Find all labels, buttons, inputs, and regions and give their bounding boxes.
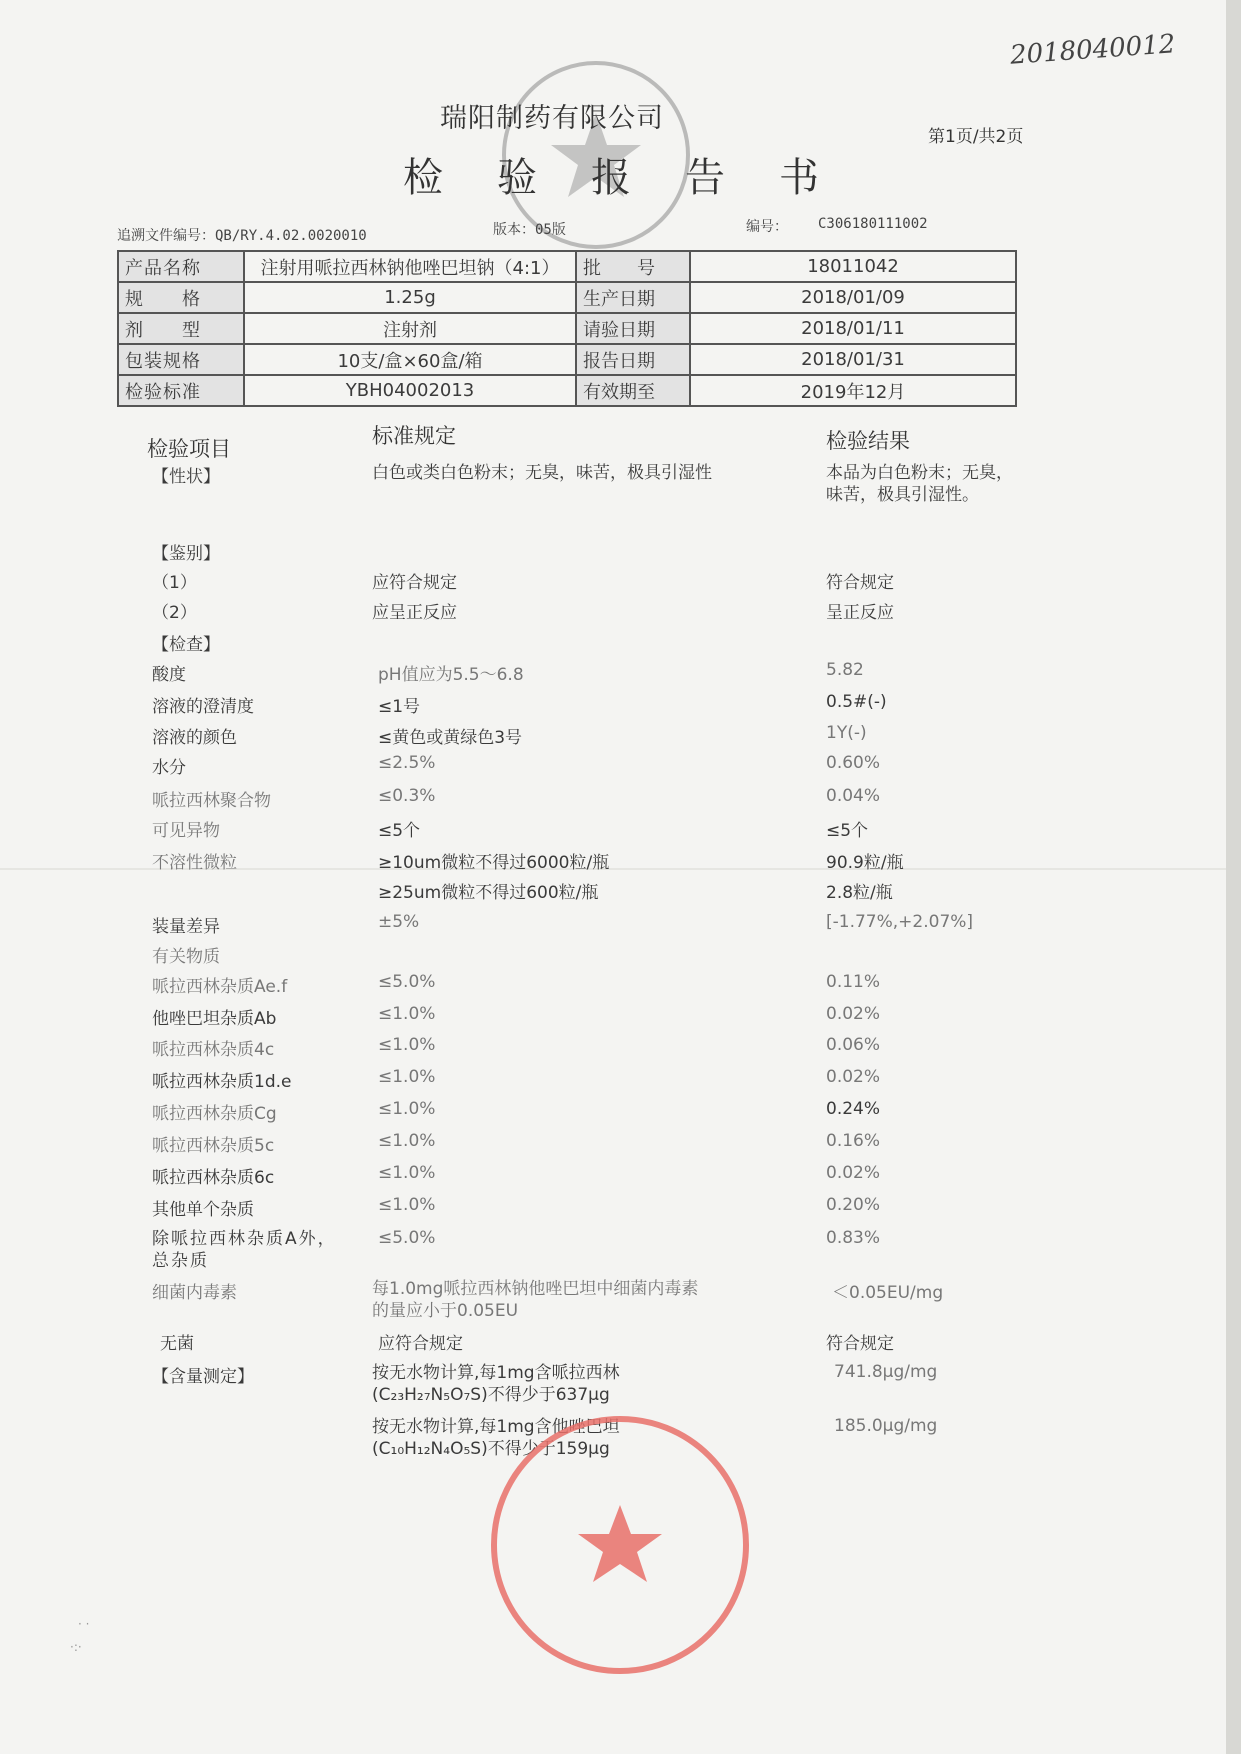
row-result: 0.83% — [826, 1228, 881, 1248]
row-item: 【性状】 — [152, 467, 220, 487]
row-result: 741.8μg/mg — [834, 1362, 938, 1382]
row-item: 其他单个杂质 — [152, 1200, 254, 1220]
spec-label: 规 格 — [118, 282, 244, 313]
row-standard: ≤1.0% — [378, 1163, 436, 1183]
row-result: 5.82 — [826, 660, 864, 680]
row-item: 酸度 — [152, 665, 186, 685]
row-item: 水分 — [152, 758, 186, 778]
row-standard: ≤1.0% — [378, 1004, 436, 1024]
result-row — [0, 972, 1226, 998]
row-standard: ≤5个 — [378, 821, 421, 841]
row-standard: 应符合规定 — [372, 573, 457, 593]
report-date-label: 报告日期 — [576, 344, 690, 375]
row-standard: ≥10um微粒不得过6000粒/瓶 — [378, 853, 610, 873]
row-result: 0.24% — [826, 1099, 881, 1119]
row-standard: ≤1.0% — [378, 1131, 436, 1151]
row-standard: 应呈正反应 — [372, 603, 457, 623]
title-char: 检 — [403, 155, 443, 201]
row-result: 1Y(-) — [826, 723, 867, 743]
row-standard: ≤0.3% — [378, 786, 436, 806]
column-header-result: 检验结果 — [826, 429, 910, 453]
report-number: C306180111002 — [818, 216, 928, 232]
result-row — [0, 878, 1226, 904]
dosage-form-label: 剂 型 — [118, 313, 244, 344]
row-result: 0.11% — [826, 972, 881, 992]
row-item: 哌拉西林杂质5c — [152, 1136, 275, 1156]
row-item: 【检查】 — [152, 635, 220, 655]
row-item: （1） — [152, 573, 197, 593]
result-row — [0, 1329, 1226, 1355]
package-spec: 10支/盒×60盒/箱 — [244, 344, 576, 375]
result-row — [0, 723, 1226, 749]
request-date-label: 请验日期 — [576, 313, 690, 344]
paper-speck: ·:· — [70, 1640, 82, 1654]
row-result: 0.04% — [826, 786, 881, 806]
row-result: 0.02% — [826, 1163, 881, 1183]
row-item: 细菌内毒素 — [152, 1283, 237, 1303]
title-char: 验 — [497, 155, 537, 201]
result-row — [0, 942, 1226, 968]
report-date: 2018/01/31 — [690, 344, 1016, 375]
row-result: 0.5#(-) — [826, 692, 887, 712]
request-date: 2018/01/11 — [690, 313, 1016, 344]
row-standard: ±5% — [378, 912, 420, 932]
row-item: 他唑巴坦杂质Ab — [152, 1009, 277, 1029]
batch-label: 批 号 — [576, 251, 690, 282]
row-result: [-1.77%,+2.07%] — [826, 912, 974, 932]
row-result: 2.8粒/瓶 — [826, 883, 893, 903]
row-standard: ≤1号 — [378, 697, 421, 717]
result-row — [0, 1131, 1226, 1157]
row-standard: ≤5.0% — [378, 972, 436, 992]
result-row — [0, 1228, 1226, 1278]
result-row — [0, 1278, 1226, 1328]
row-standard: ≤1.0% — [378, 1099, 436, 1119]
standard-label: 检验标准 — [118, 375, 244, 406]
page-indicator: 第1页/共2页 — [928, 127, 1024, 147]
row-item: 溶液的澄清度 — [152, 697, 254, 717]
title-char: 报 — [591, 155, 631, 201]
row-result: ＜0.05EU/mg — [832, 1283, 944, 1303]
row-result: ≤5个 — [826, 821, 869, 841]
row-standard: ≤2.5% — [378, 753, 436, 773]
row-standard: 按无水物计算,每1mg含哌拉西林(C₂₃H₂₇N₅O₇S)不得少于637μg — [372, 1363, 620, 1405]
row-result: 符合规定 — [826, 1334, 894, 1354]
inspection-standard: YBH04002013 — [244, 375, 576, 406]
page-edge — [1226, 0, 1241, 1754]
result-row — [0, 660, 1226, 686]
column-header-standard: 标准规定 — [372, 424, 456, 448]
production-date: 2018/01/09 — [690, 282, 1016, 313]
row-item: （2） — [152, 603, 197, 623]
company-name: 瑞阳制药有限公司 — [440, 103, 664, 134]
production-date-label: 生产日期 — [576, 282, 690, 313]
dosage-form: 注射剂 — [244, 313, 576, 344]
row-standard: ≤黄色或黄绿色3号 — [378, 728, 523, 748]
trace-doc-number: 追溯文件编号：QB/RY.4.02.0020010 — [117, 228, 367, 244]
result-row — [0, 462, 1226, 522]
result-row — [0, 1362, 1226, 1412]
row-item: 不溶性微粒 — [152, 853, 237, 873]
report-number-label: 编号： — [746, 219, 788, 235]
result-row — [0, 692, 1226, 718]
result-row — [0, 1067, 1226, 1093]
row-item: 哌拉西林杂质Cg — [152, 1104, 277, 1124]
result-row — [0, 816, 1226, 842]
product-name: 注射用哌拉西林钠他唑巴坦钠（4:1） — [244, 251, 576, 282]
handwritten-number: 2018040012 — [1009, 29, 1177, 71]
row-result: 0.02% — [826, 1004, 881, 1024]
row-result: 符合规定 — [826, 573, 894, 593]
product-name-label: 产品名称 — [118, 251, 244, 282]
row-result: 0.60% — [826, 753, 881, 773]
column-header-item: 检验项目 — [147, 437, 231, 461]
row-item: 装量差异 — [152, 917, 220, 937]
document-title — [403, 146, 873, 203]
row-standard: 白色或类白色粉末；无臭，味苦，极具引湿性 — [372, 463, 712, 483]
result-row — [0, 1004, 1226, 1030]
row-standard: ≥25um微粒不得过600粒/瓶 — [378, 883, 599, 903]
expiry-date: 2019年12月 — [690, 375, 1016, 406]
result-row — [0, 1195, 1226, 1221]
title-char: 告 — [685, 155, 725, 201]
title-char: 书 — [779, 155, 819, 201]
row-standard: ≤1.0% — [378, 1195, 436, 1215]
result-row — [0, 1099, 1226, 1125]
row-result: 185.0μg/mg — [834, 1416, 938, 1436]
result-row — [0, 912, 1226, 938]
row-standard: 每1.0mg哌拉西林钠他唑巴坦中细菌内毒素的量应小于0.05EU — [372, 1279, 699, 1321]
batch-number: 18011042 — [690, 251, 1016, 282]
result-row — [0, 630, 1226, 656]
row-item: 【鉴别】 — [152, 544, 220, 564]
product-info-table — [117, 250, 1017, 407]
row-result: 0.06% — [826, 1035, 881, 1055]
row-item: 哌拉西林杂质4c — [152, 1040, 275, 1060]
row-item: 哌拉西林杂质Ae.f — [152, 977, 288, 997]
row-item: 哌拉西林聚合物 — [152, 791, 271, 811]
row-standard: 按无水物计算,每1mg含他唑巴坦(C₁₀H₁₂N₄O₅S)不得少于159μg — [372, 1417, 620, 1459]
row-standard: ≤5.0% — [378, 1228, 436, 1248]
result-row — [0, 1163, 1226, 1189]
result-row — [0, 1035, 1226, 1061]
result-row — [0, 753, 1226, 779]
expiry-label: 有效期至 — [576, 375, 690, 406]
row-standard: 应符合规定 — [378, 1334, 463, 1354]
row-standard: ≤1.0% — [378, 1067, 436, 1087]
result-row — [0, 848, 1226, 874]
quality-management-seal — [485, 1410, 755, 1680]
package-label: 包装规格 — [118, 344, 244, 375]
row-item: 溶液的颜色 — [152, 728, 237, 748]
spec: 1.25g — [244, 282, 576, 313]
result-row — [0, 539, 1226, 565]
row-item: 【含量测定】 — [152, 1367, 254, 1387]
row-standard: ≤1.0% — [378, 1035, 436, 1055]
paper-speck: · · — [78, 1617, 90, 1631]
result-row — [0, 598, 1226, 624]
result-row — [0, 568, 1226, 594]
row-item: 可见异物 — [152, 821, 220, 841]
row-item: 有关物质 — [152, 947, 220, 967]
row-result: 本品为白色粉末；无臭，味苦，极具引湿性。 — [826, 463, 1013, 505]
row-result: 0.20% — [826, 1195, 881, 1215]
row-result: 0.02% — [826, 1067, 881, 1087]
row-item: 哌拉西林杂质6c — [152, 1168, 275, 1188]
row-result: 90.9粒/瓶 — [826, 853, 904, 873]
row-result: 呈正反应 — [826, 603, 894, 623]
result-row — [0, 786, 1226, 812]
row-item: 除哌拉西林杂质A外，总杂质 — [152, 1229, 337, 1271]
row-standard: pH值应为5.5～6.8 — [378, 665, 524, 685]
row-item: 无菌 — [160, 1334, 194, 1354]
version: 版本：05版 — [493, 222, 566, 238]
row-result: 0.16% — [826, 1131, 881, 1151]
row-item: 哌拉西林杂质1d.e — [152, 1072, 292, 1092]
